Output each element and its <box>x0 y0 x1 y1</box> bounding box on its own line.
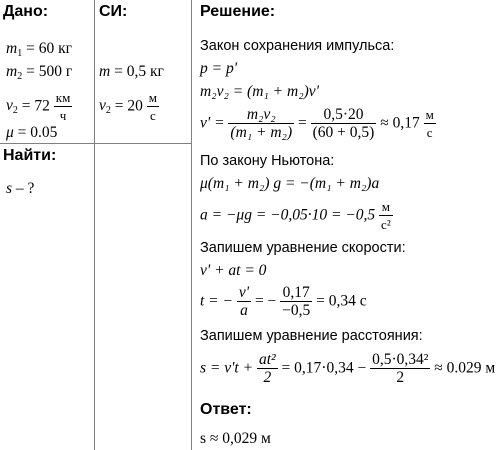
solution-line-8: Запишем уравнение скорости: <box>200 240 406 256</box>
column-divider-1 <box>94 0 95 450</box>
header-si: СИ: <box>99 3 128 20</box>
solution-line-12: s = v't + $\frac{\text{at²}}{2}$ = 0,17·0,34 − $\frac{\text{0,5·0,34²}}{2}$ ≈ 0.029 м <box>200 351 496 386</box>
si-v2: $v_2 = 20$ $\frac{м}{с}$ <box>99 90 157 123</box>
column-divider-2 <box>191 0 192 450</box>
header-reshenie: Решение: <box>200 3 276 20</box>
solution-line-9: v' + at = 0 <box>200 262 267 279</box>
solution-line-11: Запишем уравнение расстояния: <box>200 328 423 344</box>
answer-s: s ≈ 0,029 м <box>200 430 271 447</box>
solution-line-2: p = p' <box>200 60 238 77</box>
solution-line-1: Закон сохранения импульса: <box>200 38 395 54</box>
header-dano: Дано: <box>3 3 49 20</box>
solution-line-3: m₂v₂ = (m₁ + m₂)v' <box>200 83 319 100</box>
solution-line-5: По закону Ньютона: <box>200 153 335 169</box>
given-v2: $v_2 = 72$ $\frac{км}{ч}$ <box>6 90 71 123</box>
given-m2: $m_2 = 500$ г <box>6 63 73 82</box>
solution-line-7: a = −μg = −0,05·10 = −0,5 $\frac{м}{\text{с²}}$ <box>200 199 391 232</box>
header-naiti: Найти: <box>3 147 57 164</box>
given-mu: μ = 0.05 <box>6 124 58 141</box>
solution-line-6: μ(m₁ + m₂) g = −(m₁ + m₂)a <box>200 175 380 192</box>
header-otvet: Ответ: <box>200 401 252 418</box>
given-bottom-line <box>0 143 191 144</box>
find-s: s – ? <box>6 180 35 197</box>
given-m1: $m_1 = 60$ кг <box>6 40 72 59</box>
solution-line-4: v' = $\frac{\text{m₂v₂}}{\text{(m₁ + m₂)}}$ = $\frac{0,5\cdot 20}{(60 + 0,5)}$ ≈ 0,17 $\frac{м}{с}$ <box>200 106 434 141</box>
solution-line-10: t = − $\frac{v'}{a}$ = − $\frac{0,17}{-0,5}$ = 0,34 с <box>200 284 367 319</box>
si-m: m = 0,5 кг <box>99 63 164 80</box>
